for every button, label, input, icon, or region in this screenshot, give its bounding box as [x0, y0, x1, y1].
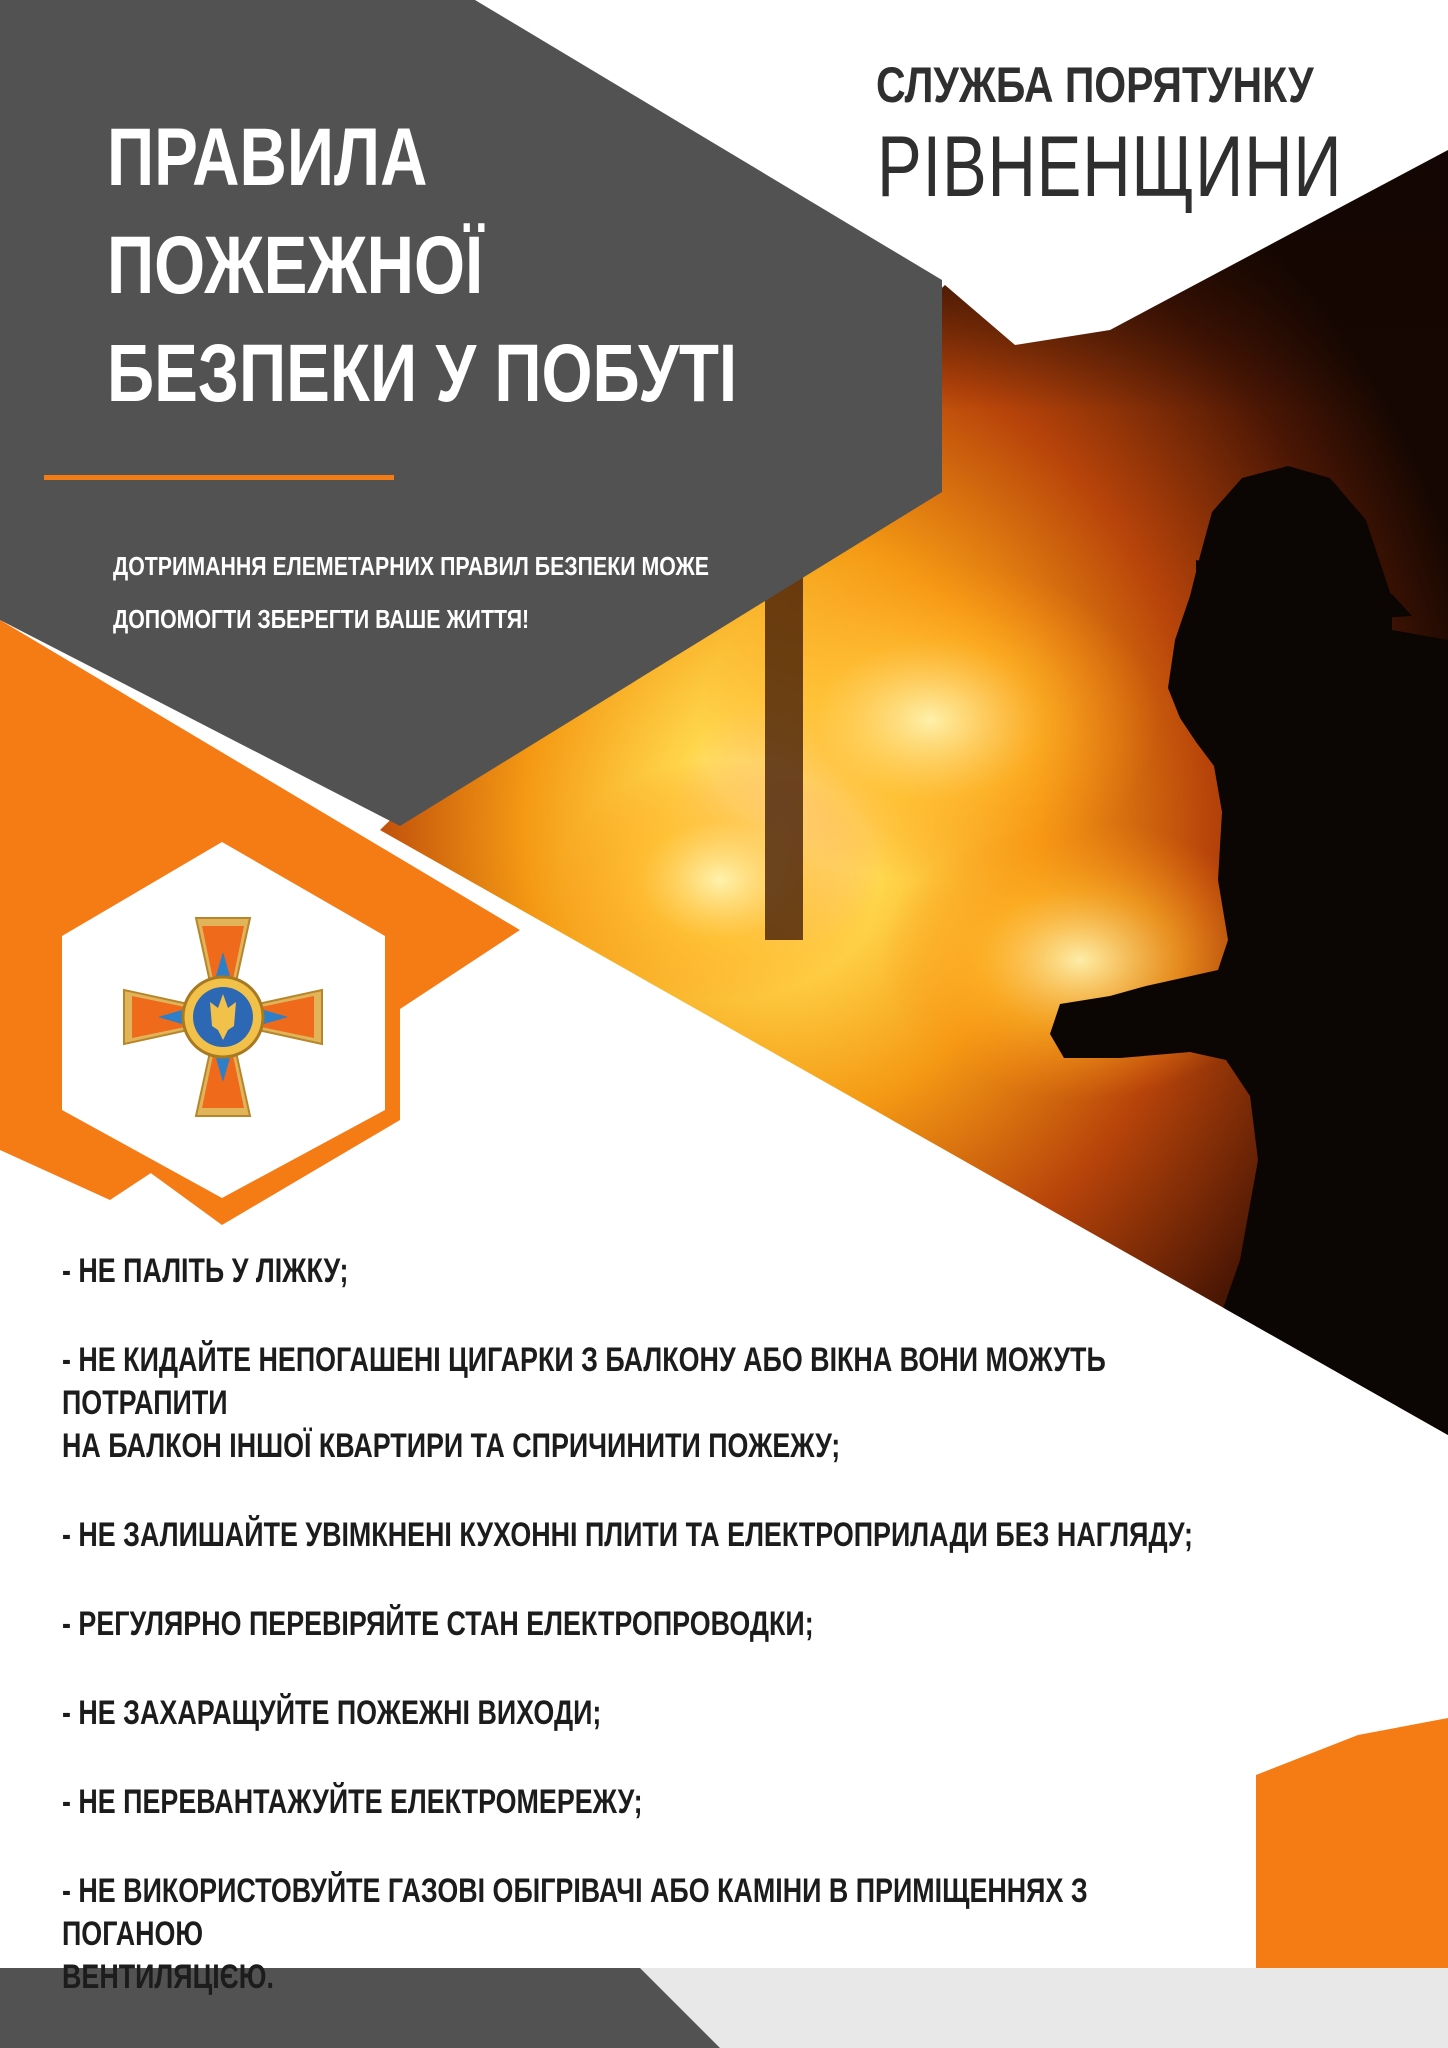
- poster-subtitle: [113, 540, 769, 646]
- rule-item: - НЕ ЗАХАРАЩУЙТЕ ПОЖЕЖНІ ВИХОДИ;: [62, 1694, 602, 1732]
- rule-item: - НЕ ПЕРЕВАНТАЖУЙТЕ ЕЛЕКТРОМЕРЕЖУ;: [62, 1783, 643, 1821]
- title-line-1: ПРАВИЛА: [107, 112, 428, 203]
- rule-item: - НЕ ПАЛІТЬ У ЛІЖКУ;: [62, 1252, 349, 1290]
- subtitle-line-1: ДОТРИМАННЯ ЕЛЕМЕТАРНИХ ПРАВИЛ БЕЗПЕКИ МОЖЕ: [113, 551, 710, 581]
- poster-title: [107, 104, 747, 428]
- organization-name: СЛУЖБА ПОРЯТУНКУ: [876, 57, 1314, 113]
- title-line-2: ПОЖЕЖНОЇ: [107, 220, 484, 311]
- safety-rules-list: [62, 1250, 1215, 2045]
- rule-item: - НЕ КИДАЙТЕ НЕПОГАШЕНІ ЦИГАРКИ З БАЛКОНУ АБО ВІКНА ВОНИ МОЖУТЬ ПОТРАПИТИ НА БАЛКОН ІНШОЇ КВАРТИРИ ТА СПРИЧИНИТИ ПОЖЕЖУ;: [62, 1341, 1106, 1465]
- emergency-service-emblem: [118, 912, 328, 1122]
- title-divider: [44, 475, 394, 480]
- organization-region: РІВНЕНЩИНИ: [877, 119, 1343, 215]
- title-line-3: БЕЗПЕКИ У ПОБУТІ: [107, 328, 738, 419]
- rule-item: - РЕГУЛЯРНО ПЕРЕВІРЯЙТЕ СТАН ЕЛЕКТРОПРОВОДКИ;: [62, 1605, 814, 1643]
- subtitle-line-2: ДОПОМОГТИ ЗБЕРЕГТИ ВАШЕ ЖИТТЯ!: [113, 604, 530, 634]
- rule-item: - НЕ ЗАЛИШАЙТЕ УВІМКНЕНІ КУХОННІ ПЛИТИ ТА ЕЛЕКТРОПРИЛАДИ БЕЗ НАГЛЯДУ;: [62, 1516, 1193, 1554]
- rule-item: - НЕ ВИКОРИСТОВУЙТЕ ГАЗОВІ ОБІГРІВАЧІ АБО КАМІНИ В ПРИМІЩЕННЯХ З ПОГАНОЮ ВЕНТИЛЯЦІЄЮ.: [62, 1872, 1088, 1996]
